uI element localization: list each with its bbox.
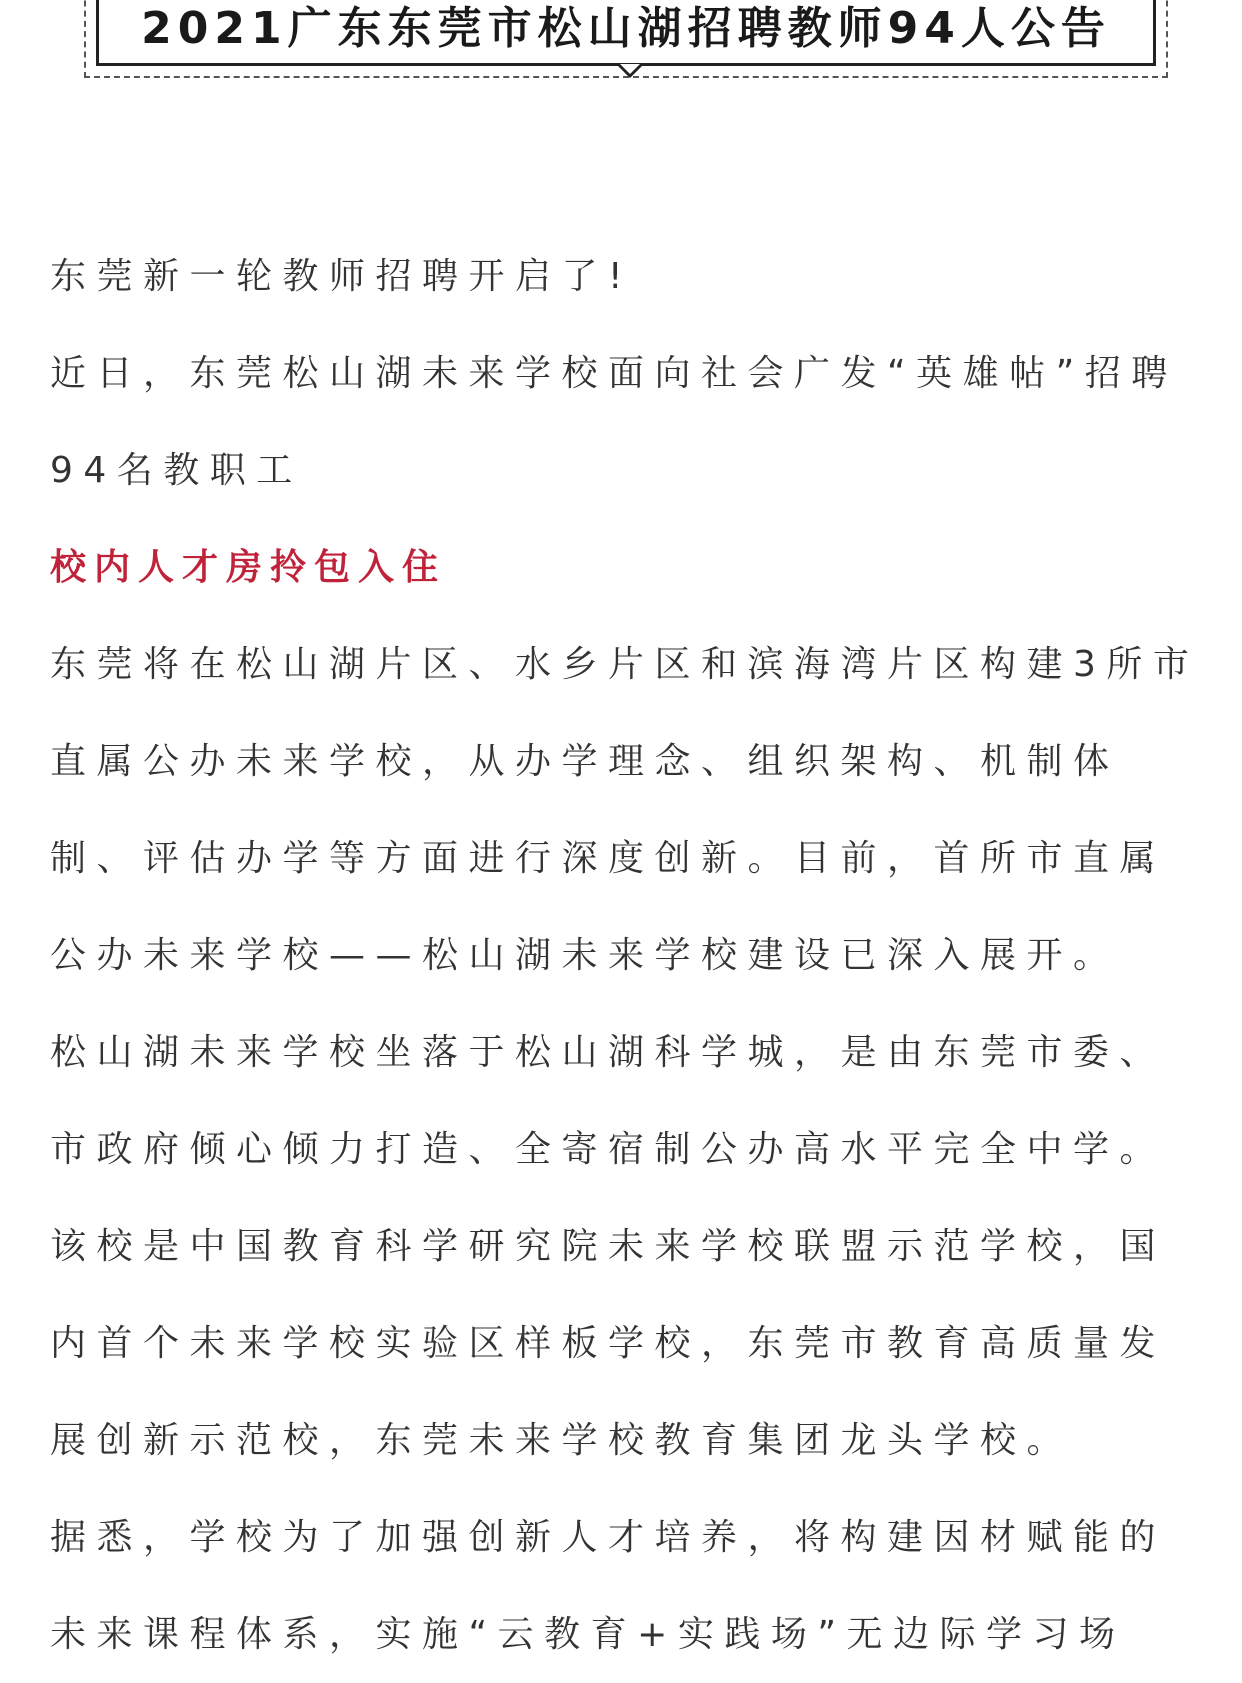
paragraph-line: 该校是中国教育科学研究院未来学校联盟示范学校，国 [50, 1226, 1167, 1267]
paragraph-line: 未来课程体系，实施“云教育+实践场”无边际学习场 [50, 1614, 1126, 1655]
section-heading: 校内人才房拎包入住 [50, 547, 447, 588]
paragraph-line: 东莞新一轮教师招聘开启了! [50, 256, 633, 297]
paragraph-line: 东莞将在松山湖片区、水乡片区和滨海湾片区构建3所市 [50, 644, 1200, 685]
paragraph-line: 94名教职工 [50, 450, 303, 491]
paragraph-line: 内首个未来学校实验区样板学校，东莞市教育高质量发 [50, 1323, 1167, 1364]
title-notch-inner [620, 64, 640, 74]
paragraph-line: 近日，东莞松山湖未来学校面向社会广发“英雄帖”招聘 [50, 353, 1178, 394]
paragraph-line: 展创新示范校，东莞未来学校教育集团龙头学校。 [50, 1420, 1074, 1461]
paragraph-line: 松山湖未来学校坐落于松山湖科学城，是由东莞市委、 [50, 1032, 1167, 1073]
article-body [50, 228, 1210, 1683]
paragraph-line: 制、评估办学等方面进行深度创新。目前，首所市直属 [50, 838, 1167, 879]
paragraph-line: 直属公办未来学校，从办学理念、组织架构、机制体 [50, 741, 1120, 782]
paragraph-line: 市政府倾心倾力打造、全寄宿制公办高水平完全中学。 [50, 1129, 1167, 1170]
page-title: 2021广东东莞市松山湖招聘教师94人公告 [141, 3, 1111, 54]
paragraph-line: 据悉，学校为了加强创新人才培养，将构建因材赋能的 [50, 1517, 1167, 1558]
paragraph-line: 公办未来学校——松山湖未来学校建设已深入展开。 [50, 935, 1120, 976]
